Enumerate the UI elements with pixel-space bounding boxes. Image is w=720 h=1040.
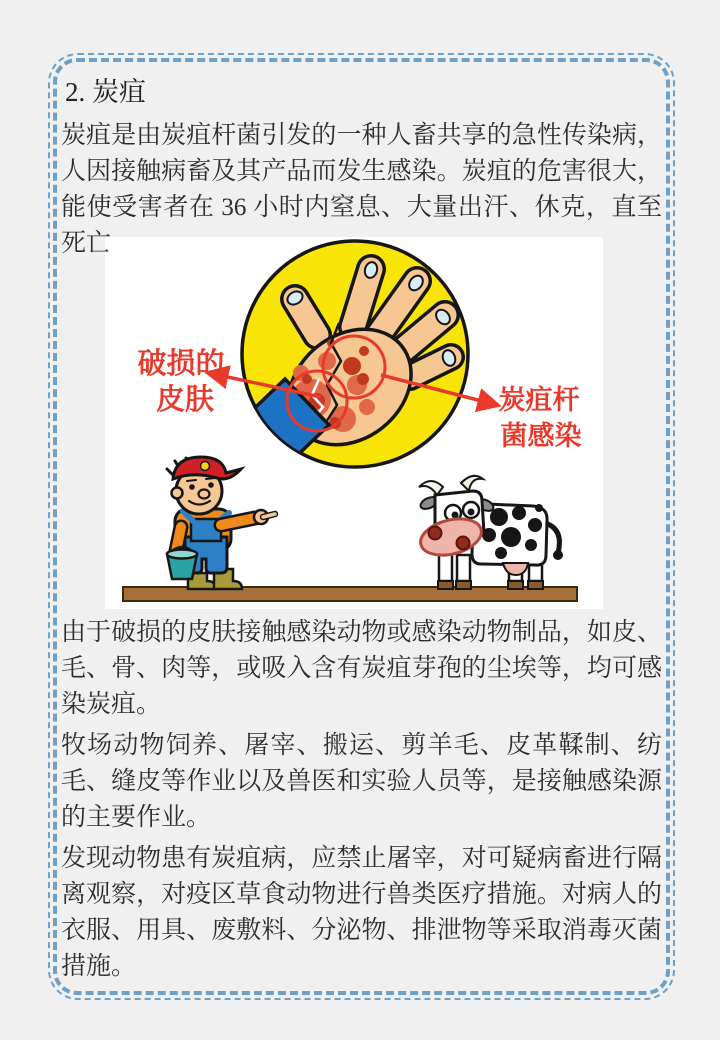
- cap-button: [201, 462, 210, 471]
- anthrax-illustration: [105, 237, 603, 609]
- cow-horn-right: [461, 476, 483, 491]
- cow-horn-left: [419, 481, 443, 495]
- dashed-border-frame-inner: [53, 58, 670, 995]
- paragraph-prevention: 发现动物患有炭疽病，应禁止屠宰，对可疑病畜进行隔离观察，对疫区草食动物进行兽类医疗措施。对病人的衣服、用具、废敷料、分泌物、排泄物等采取消毒灭菌措施。: [61, 845, 662, 980]
- farmer-figure: [167, 457, 275, 589]
- cow-nostril-left: [429, 527, 442, 540]
- paragraph-occupations: 牧场动物饲养、屠宰、搬运、剪羊毛、皮革鞣制、纺毛、缝皮等作业以及兽医和实验人员等，是接触感染源的主要作业。: [61, 732, 662, 831]
- label-damaged-skin-line1: 破损的: [137, 348, 225, 380]
- label-infection-line1: 炭疽杆: [498, 385, 580, 415]
- cow-udder: [503, 563, 528, 575]
- cow-nostril-right: [457, 537, 470, 550]
- dashed-border-frame: [48, 53, 675, 1000]
- section-title: 2. 炭疽: [65, 77, 146, 107]
- label-infection-line2: 菌感染: [500, 421, 582, 451]
- cow-figure: [417, 476, 563, 589]
- anthrax-illustration-panel: [105, 237, 603, 609]
- paragraph-transmission: 由于破损的皮肤接触感染动物或感染动物制品，如皮、毛、骨、肉等，或吸入含有炭疽芽孢的尘埃等，均可感染炭疽。: [61, 619, 662, 718]
- label-damaged-skin-line2: 皮肤: [155, 384, 215, 416]
- paragraph-intro: 炭疽是由炭疽杆菌引发的一种人畜共享的急性传染病，人因接触病畜及其产品而发生感染。炭疽的危害很大，能使受害者在 36 小时内窒息、大量出汗、休克，直至死亡: [61, 122, 662, 257]
